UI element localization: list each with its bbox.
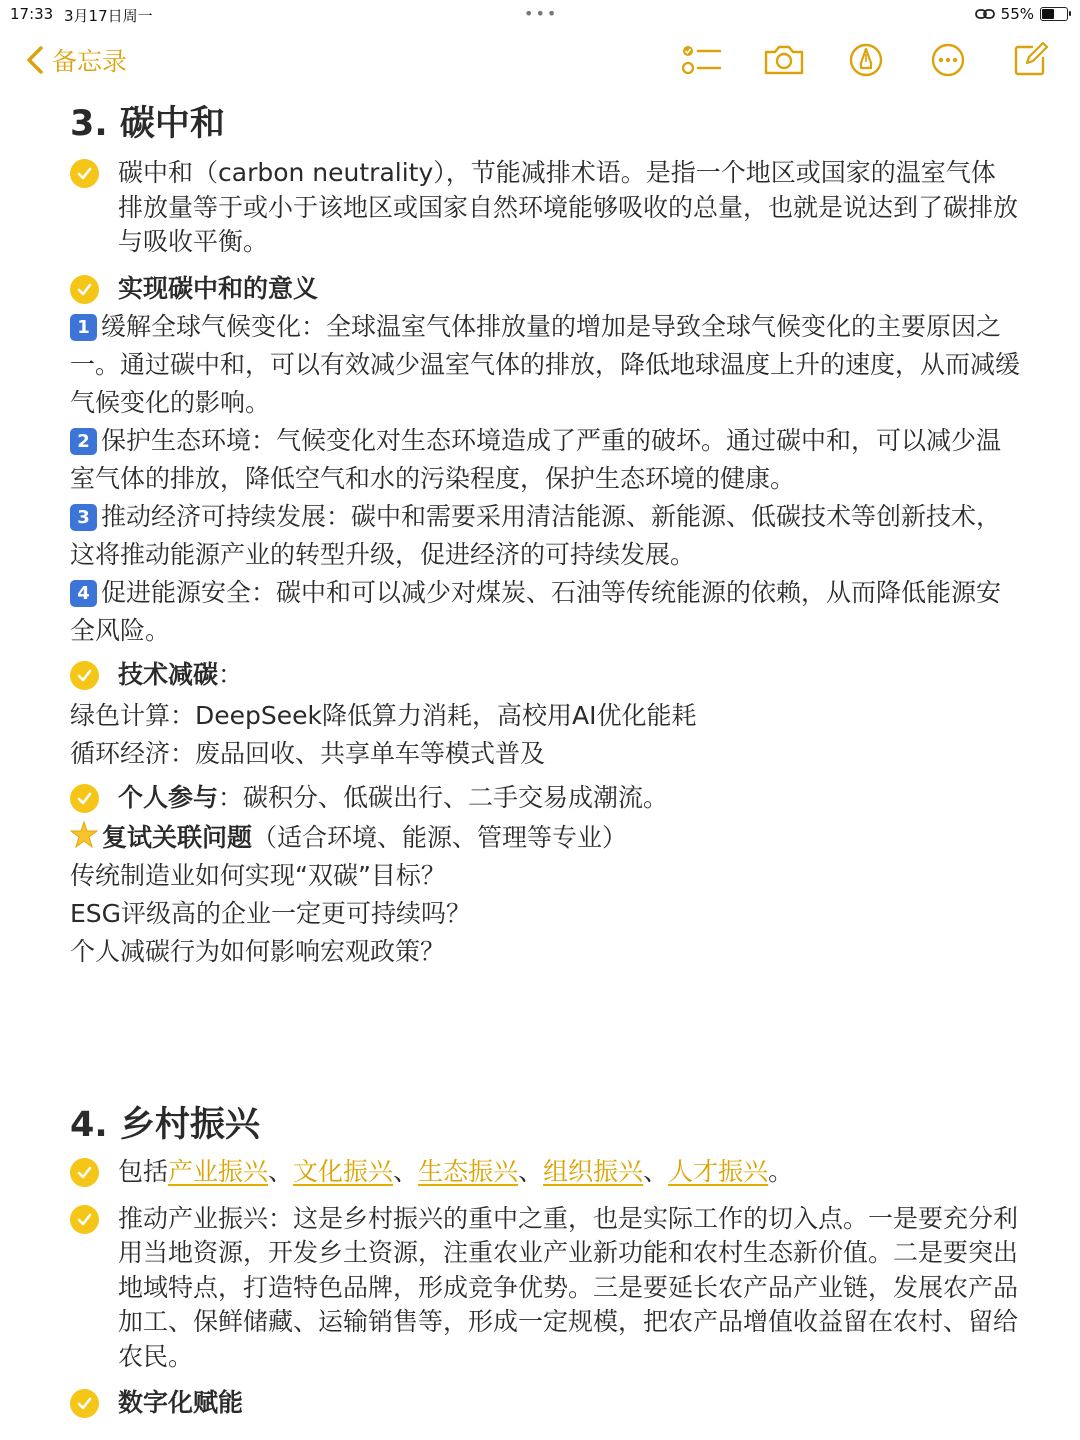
item-text: ：碳积分、低碳出行、二手交易成潮流。 — [218, 782, 669, 812]
back-label: 备忘录 — [52, 47, 128, 76]
link-organization[interactable]: 组织振兴 — [543, 1157, 644, 1186]
compose-icon — [1012, 42, 1048, 78]
checkmark-icon[interactable] — [70, 1158, 99, 1187]
point-text: 缓解全球气候变化：全球温室气体排放量的增加是导致全球气候变化的主要原因之一。通过碳中和，可以有效减少温室气体的排放，降低地球温度上升的速度，从而减缓气候变化的影响。 — [70, 312, 1021, 417]
compose-button[interactable] — [1008, 38, 1052, 82]
item-heading: 个人参与 — [118, 782, 219, 812]
number-2-badge: 2 — [70, 428, 97, 455]
point-text: 推动经济可持续发展：碳中和需要采用清洁能源、新能源、低碳技术等创新技术，这将推动能源产业的转型升级，促进经济的可持续发展。 — [70, 502, 1002, 569]
question-3: 个人减碳行为如何影响宏观政策？ — [70, 937, 446, 966]
checklist-item-tech[interactable] — [70, 658, 1020, 693]
camera-icon — [763, 43, 805, 77]
line-green-computing: 绿色计算：DeepSeek降低算力消耗，高校用AI优化能耗 — [70, 700, 697, 730]
checkmark-icon[interactable] — [70, 1205, 99, 1234]
item-text: ： — [218, 660, 244, 689]
toolbar — [680, 38, 1052, 82]
checklist-icon — [682, 43, 722, 77]
link-talent[interactable]: 人才振兴 — [668, 1157, 769, 1186]
number-1-badge: 1 — [70, 314, 97, 341]
questions-heading-bold: 复试关联问题 — [102, 823, 253, 852]
interview-questions-heading — [70, 819, 1020, 857]
status-date: 3月17日周一 — [64, 7, 153, 25]
question-1: 传统制造业如何实现“双碳”目标？ — [70, 861, 446, 890]
checklist-item-significance[interactable] — [70, 272, 1020, 307]
paragraph-point-1 — [70, 308, 1020, 422]
sparkle-star-icon — [70, 821, 98, 849]
link-ecology[interactable]: 生态振兴 — [418, 1157, 519, 1186]
nav-bar — [0, 36, 1080, 86]
checklist-item-personal[interactable] — [70, 781, 1020, 816]
separator: 、 — [268, 1157, 294, 1186]
checkmark-icon[interactable] — [70, 275, 99, 304]
note-body[interactable] — [70, 96, 1020, 1421]
link-culture[interactable]: 文化振兴 — [293, 1157, 394, 1186]
status-bar — [0, 0, 1080, 30]
separator: 、 — [643, 1157, 669, 1186]
checkmark-icon[interactable] — [70, 661, 99, 690]
battery-icon — [1040, 7, 1068, 21]
status-time: 17:33 — [10, 5, 54, 23]
link-industry[interactable]: 产业振兴 — [168, 1157, 269, 1186]
item-text: 实现碳中和的意义 — [118, 273, 319, 303]
battery-percent: 55% — [1000, 5, 1034, 23]
checkmark-icon[interactable] — [70, 1389, 99, 1418]
checklist-item-includes[interactable] — [70, 1155, 1020, 1190]
number-4-badge: 4 — [70, 580, 97, 607]
checklist-item-digital[interactable] — [70, 1386, 1020, 1421]
section-title-rural-revitalization: 4. 乡村振兴 — [70, 1105, 260, 1145]
checkmark-icon[interactable] — [70, 159, 99, 188]
line-circular-economy: 循环经济：废品回收、共享单车等模式普及 — [70, 738, 546, 768]
point-text: 保护生态环境：气候变化对生态环境造成了严重的破坏。通过碳中和，可以减少温室气体的排放，降低空气和水的污染程度，保护生态环境的健康。 — [70, 426, 1002, 493]
back-button[interactable] — [26, 42, 127, 78]
section-title-carbon-neutrality: 3. 碳中和 — [70, 104, 225, 144]
checkmark-icon[interactable] — [70, 784, 99, 813]
item-text: 数字化赋能 — [118, 1388, 244, 1417]
checklist-item-industry[interactable] — [70, 1202, 1020, 1375]
item-text: 包括 — [118, 1157, 169, 1186]
more-button[interactable] — [926, 38, 970, 82]
questions-heading-rest: （适合环境、能源、管理等专业） — [252, 823, 628, 852]
ellipsis-circle-icon — [930, 42, 966, 78]
separator: 、 — [518, 1157, 544, 1186]
number-3-badge: 3 — [70, 504, 97, 531]
multitask-dots-icon[interactable]: ••• — [524, 4, 559, 23]
question-2: ESG评级高的企业一定更可持续吗？ — [70, 899, 472, 928]
checklist-button[interactable] — [680, 38, 724, 82]
markup-button[interactable] — [844, 38, 888, 82]
status-right — [975, 5, 1068, 23]
camera-button[interactable] — [762, 38, 806, 82]
link-icon — [975, 8, 995, 20]
paragraph-point-2 — [70, 422, 1020, 498]
item-heading: 技术减碳 — [118, 660, 219, 689]
chevron-left-icon — [26, 45, 44, 75]
point-text: 促进能源安全：碳中和可以减少对煤炭、石油等传统能源的依赖，从而降低能源安全风险。 — [70, 578, 1002, 645]
paragraph-point-3 — [70, 498, 1020, 574]
checklist-item-definition[interactable] — [70, 156, 1020, 260]
item-text: 碳中和（carbon neutrality），节能减排术语。是指一个地区或国家的温室气体排放量等于或小于该地区或国家自然环境能够吸收的总量，也就是说达到了碳排放与吸收平衡。 — [118, 158, 1019, 256]
item-text: 推动产业振兴：这是乡村振兴的重中之重，也是实际工作的切入点。一是要充分利用当地资源，开发乡土资源，注重农业产业新功能和农村生态新价值。二是要突出地域特点，打造特色品牌，形成竞争优势。三是要延长农产品产业链，发展农产品加工、保鲜储藏、运输销售等，形成一定规模，把农产品增值收益留在农村、留给农民。 — [118, 1203, 1019, 1371]
separator: 、 — [393, 1157, 419, 1186]
item-end: 。 — [768, 1157, 794, 1186]
pen-circle-icon — [848, 42, 884, 78]
paragraph-point-4 — [70, 574, 1020, 650]
